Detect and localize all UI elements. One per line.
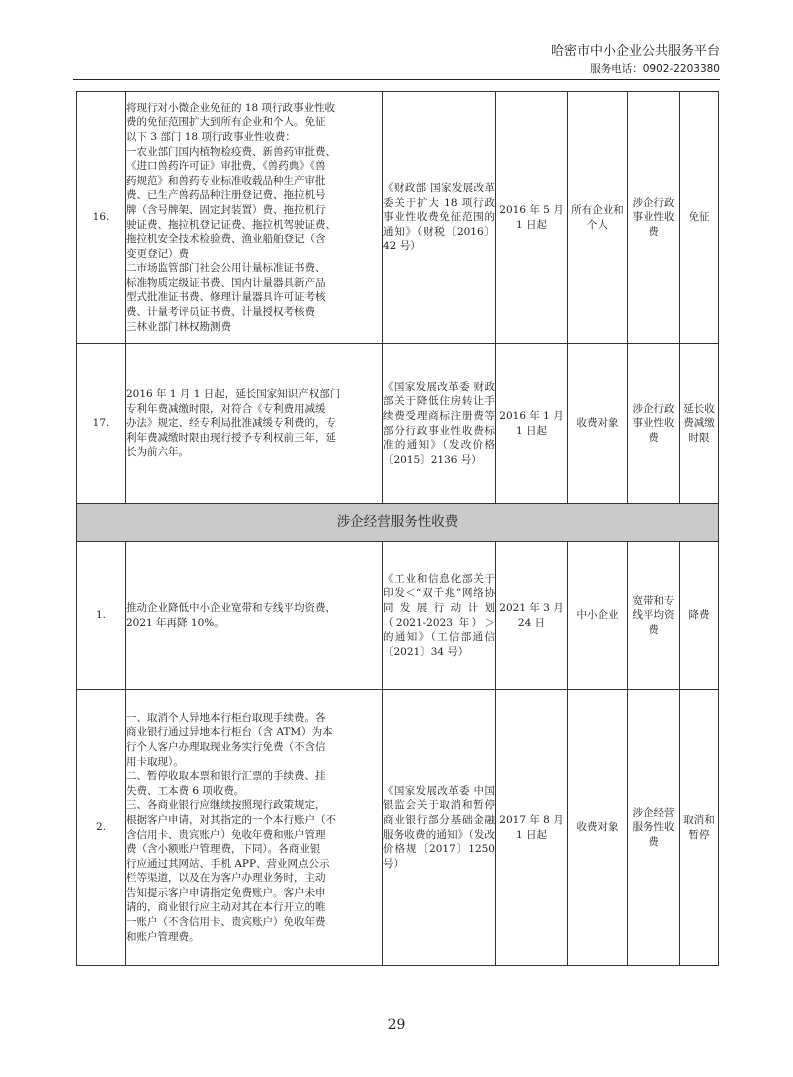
service-phone: 服务电话：0902-2203380 — [590, 63, 720, 75]
table-row — [77, 92, 719, 344]
table-row — [77, 690, 719, 966]
fee-object: 收费对象 — [568, 690, 628, 966]
section-header-row — [77, 504, 719, 542]
policy-document: 《财政部 国家发展改革委关于扩大 18 项行政事业性收费免征范围的通知》（财税〔2016〕42 号） — [383, 92, 496, 344]
policy-content: 推动企业降低中小企业宽带和专线平均资费， 2021 年再降 10%。 — [126, 542, 383, 690]
fee-object: 所有企业和个人 — [568, 92, 628, 344]
fee-type: 涉企行政事业性收费 — [628, 344, 680, 504]
fee-object: 中小企业 — [568, 542, 628, 690]
fee-policy-table — [76, 91, 719, 966]
page-number: 29 — [387, 1017, 406, 1033]
policy-content: 一、取消个人异地本行柜台取现手续费。各 商业银行通过异地本行柜台（含 ATM）为本 行个人客户办理取现业务实行免费（不含信 用卡取现）。 二、暂停收取本票和银行汇票的手续费、挂 失费、工本费 6 项收费。 三、各商业银行应继续按照现行政策规定， 根据客户申请，对其指定的一个本行账户（不 含信用卡、贵宾账户）免收年费和账户管理 费（含小额账户管理费，下同）。各商业银 行应通过其网站、手机 APP、营业网点公示 栏等渠道，以及在为客户办理业务时，主动 告知提示客户申请指定免费账户。客户未申 请的，商业银行应主动对其在本行开立的唯 一账户（不含信用卡、贵宾账户）免收年费 和账户管理费。 — [126, 690, 383, 966]
header-rule — [73, 79, 720, 80]
policy-content: 将现行对小微企业免征的 18 项行政事业性收 费的免征范围扩大到所有企业和个人。免征 以下 3 部门 18 项行政事业性收费： 一农业部门国内植物检疫费、新兽药审批费、 《进口兽药许可证》审批费、《兽药典》《兽 药规范》和兽药专业标准收载品种生产审批 费、已生产兽药品种注册登记费、拖拉机号 牌（含号牌架、固定封装置）费、拖拉机行 驶证费、拖拉机登记证费、拖拉机驾驶证费、 拖拉机安全技术检验费、渔业船舶登记（含 变更登记）费 二市场监管部门社会公用计量标准证书费、 标准物质定级证书费、国内计量器具新产品 型式批准证书费、修理计量器具许可证考核 费、计量考评员证书费、计量授权考核费 三林业部门林权勘测费 — [126, 92, 383, 344]
relief-method: 取消和暂停 — [680, 690, 719, 966]
row-number: 2. — [77, 690, 126, 966]
relief-method: 降费 — [680, 542, 719, 690]
fee-object: 收费对象 — [568, 344, 628, 504]
policy-document: 《工业和信息化部关于印发＜“双千兆”网络协同发展行动计划（2021-2023 年）＞的通知》（工信部通信〔2021〕34 号） — [383, 542, 496, 690]
row-number: 1. — [77, 542, 126, 690]
effective-date: 2016 年 5 月 1 日起 — [496, 92, 568, 344]
effective-date: 2016 年 1 月 1 日起 — [496, 344, 568, 504]
platform-name: 哈密市中小企业公共服务平台 — [550, 44, 720, 59]
fee-type: 涉企行政事业性收费 — [628, 92, 680, 344]
fee-type: 涉企经营服务性收费 — [628, 690, 680, 966]
table-row — [77, 344, 719, 504]
row-number: 16. — [77, 92, 126, 344]
policy-content: 2016 年 1 月 1 日起，延长国家知识产权部门 专利年费减缴时限，对符合《专利费用减缓 办法》规定、经专利局批准减缓专利费的，专 利年费减缴时限由现行授予专利权前三年，延 长为前六年。 — [126, 344, 383, 504]
policy-document: 《国家发展改革委 中国银监会关于取消和暂停商业银行部分基础金融服务收费的通知》（发改价格规〔2017〕1250 号） — [383, 690, 496, 966]
policy-document: 《国家发展改革委 财政部关于降低住房转让手续费受理商标注册费等部分行政事业性收费标准的通知》（发改价格〔2015〕2136 号） — [383, 344, 496, 504]
relief-method: 免征 — [680, 92, 719, 344]
row-number: 17. — [77, 344, 126, 504]
fee-type: 宽带和专线平均资费 — [628, 542, 680, 690]
relief-method: 延长收费减缴时限 — [680, 344, 719, 504]
effective-date: 2017 年 8 月 1 日起 — [496, 690, 568, 966]
section-title: 涉企经营服务性收费 — [77, 504, 719, 542]
effective-date: 2021 年 3 月 24 日 — [496, 542, 568, 690]
table-row — [77, 542, 719, 690]
